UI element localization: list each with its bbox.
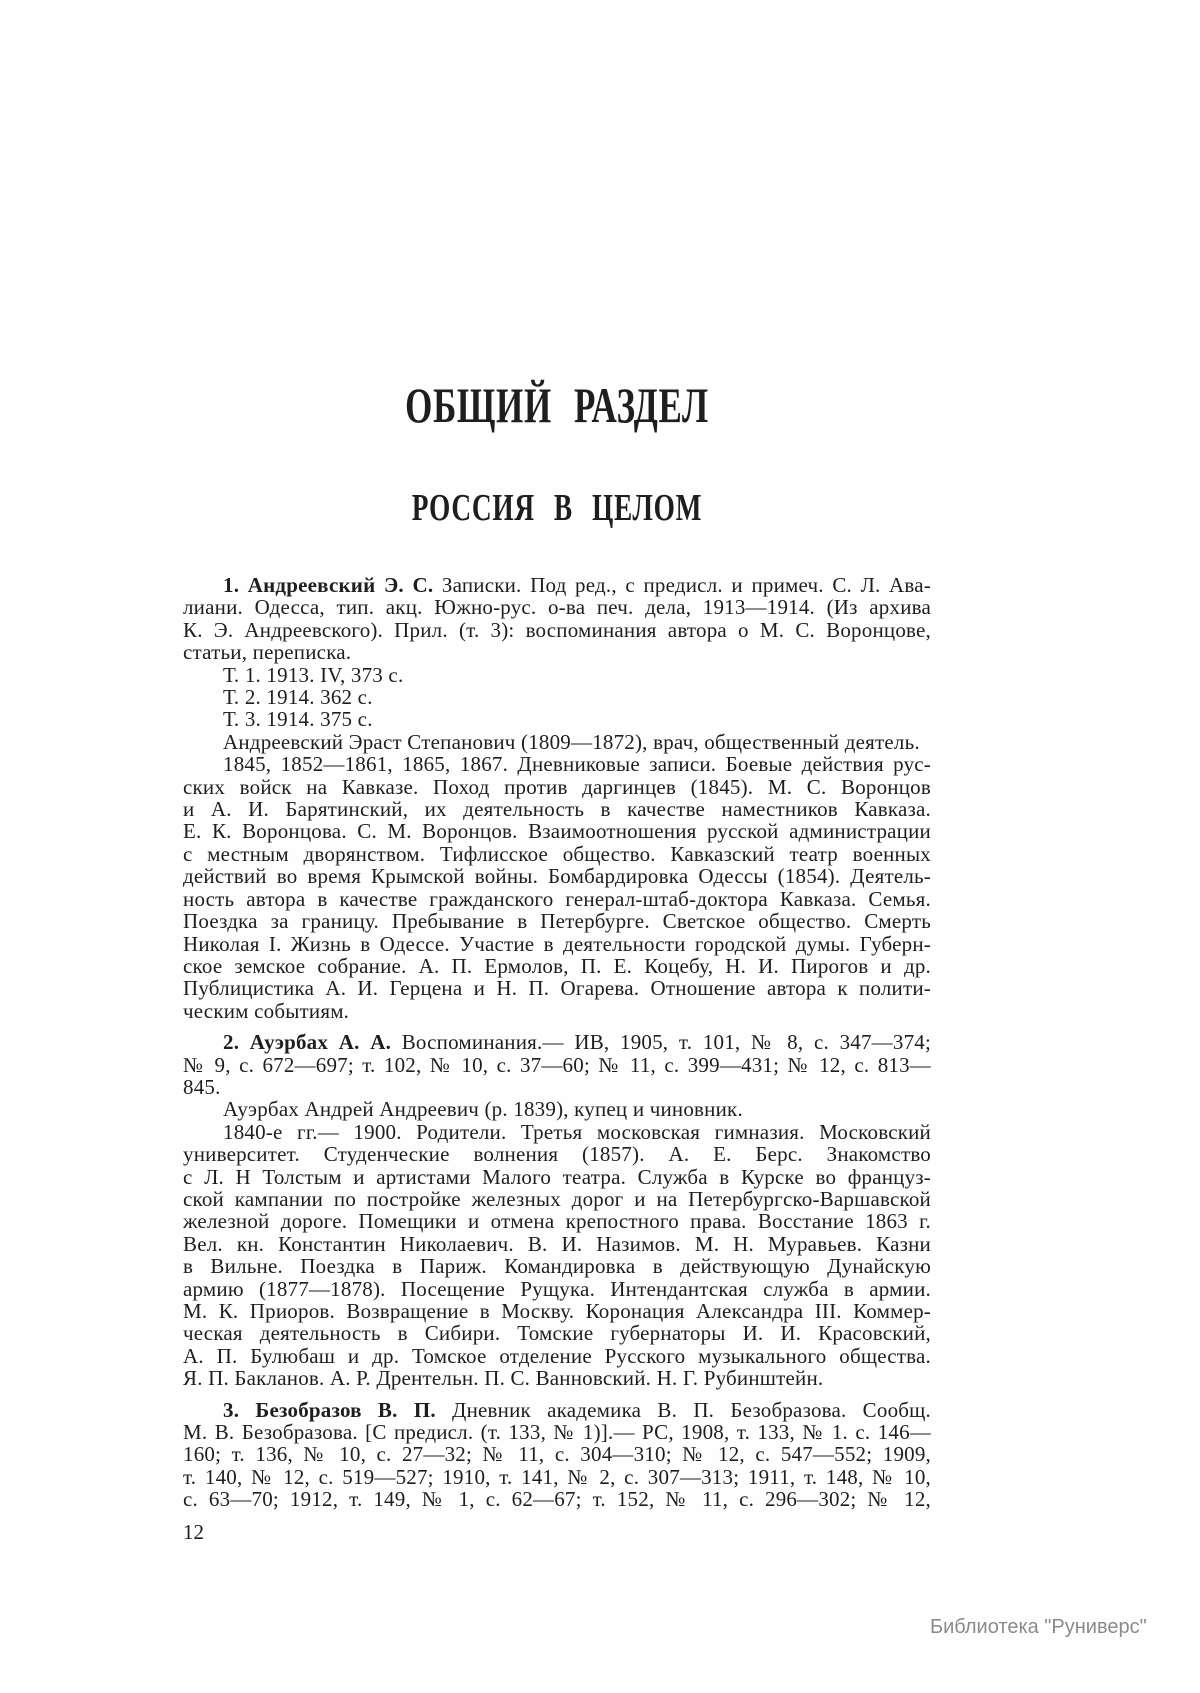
- annotation-block: [183, 753, 931, 1022]
- text-line: ческим событиям.: [183, 998, 350, 1023]
- text-line: с. 63—70; 1912, т. 149, № 1, с. 62—67; т. 152, № 11, с. 296—302; № 12,: [183, 1487, 931, 1512]
- entry-block: [183, 1031, 931, 1098]
- text-column: [183, 0, 931, 1545]
- entry-block: [183, 1399, 931, 1511]
- entry-number-author: 1. Андреевский Э. С.: [223, 573, 434, 597]
- text-line: А. П. Булюбаш и др. Томское отделение Русского музыкального общества.: [183, 1343, 931, 1368]
- text-line: с местным дворянством. Тифлисское общество. Кавказский театр военных: [183, 841, 931, 866]
- text-line: Публицистика А. И. Герцена и Н. П. Огарева. Отношение автора к полити-: [183, 976, 931, 1001]
- text-line: 3. Безобразов В. П. Дневник академика В. П. Безобразова. Сообщ.: [223, 1397, 931, 1422]
- text-line: 1. Андреевский Э. С. Записки. Под ред., с предисл. и примеч. С. Л. Ава-: [223, 573, 931, 597]
- text-line: с Л. Н Толстым и артистами Малого театра. Служба в Курске во француз-: [183, 1164, 931, 1189]
- text-line: армию (1877—1878). Посещение Рущука. Интендантская служба в армии.: [183, 1276, 931, 1301]
- text-line: Николая I. Жизнь в Одессе. Участие в деятельности городской думы. Губерн-: [183, 931, 931, 956]
- text-line: т. 140, № 12, с. 519—527; 1910, т. 141, № 2, с. 307—313; 1911, т. 148, № 10,: [183, 1464, 931, 1489]
- text-line: ское земское собрание. А. П. Ермолов, П. Е. Коцебу, Н. И. Пирогов и др.: [183, 953, 931, 978]
- text-line: 2. Ауэрбах А. А. Воспоминания.— ИВ, 1905, т. 101, № 8, с. 347—374;: [223, 1030, 932, 1055]
- text-line: Вел. кн. Константин Николаевич. В. И. Назимов. М. Н. Муравьев. Казни: [183, 1231, 931, 1256]
- text-line: К. Э. Андреевского). Прил. (т. 3): воспоминания автора о М. С. Воронцове,: [183, 617, 931, 642]
- text-line: в Вильне. Поездка в Париж. Командировка в действующую Дунайскую: [183, 1254, 931, 1279]
- text-line: Т. 3. 1914. 375 с.: [223, 707, 373, 732]
- text-line: Я. П. Бакланов. А. Р. Дрентельн. П. С. Ванновский. Н. Г. Рубинштейн.: [183, 1366, 824, 1391]
- text-line: лиани. Одесса, тип. акц. Южно-рус. о-ва печ. дела, 1913—1914. (Из архива: [183, 595, 931, 620]
- text-line: Е. К. Воронцова. С. М. Воронцов. Взаимоотношения русской администрации: [183, 819, 931, 844]
- text-line: ность автора в качестве гражданского генерал-штаб-доктора Кавказа. Семья.: [183, 886, 931, 911]
- text-line: 1845, 1852—1861, 1865, 1867. Дневниковые записи. Боевые действия рус-: [223, 752, 931, 777]
- library-watermark: Библиотека "Руниверс": [930, 1616, 1147, 1638]
- text-line: железной дороге. Помещики и отмена крепостного права. Восстание 1863 г.: [183, 1209, 931, 1234]
- subsection-heading: РОССИЯ В ЦЕЛОМ: [411, 487, 703, 529]
- text-line: Т. 2. 1914. 362 с.: [223, 685, 373, 710]
- text-line: статьи, переписка.: [183, 640, 352, 665]
- annotation-block: [183, 1121, 931, 1390]
- annotation-block: [183, 1098, 931, 1120]
- text-line: № 9, с. 672—697; т. 102, № 10, с. 37—60; № 11, с. 399—431; № 12, с. 813—: [183, 1052, 931, 1077]
- entry-number-author: 3. Безобразов В. П.: [223, 1397, 436, 1422]
- text-line: университет. Студенческие волнения (1857). А. Е. Берс. Знакомство: [183, 1142, 931, 1167]
- text-line: действий во время Крымской войны. Бомбардировка Одессы (1854). Деятель-: [183, 864, 931, 889]
- entry-block: [183, 574, 931, 664]
- text-line: Андреевский Эраст Степанович (1809—1872), врач, общественный деятель.: [223, 729, 920, 754]
- text-line: ческая деятельность в Сибири. Томские губернаторы И. И. Красовский,: [183, 1321, 931, 1346]
- text-line: М. В. Безобразова. [С предисл. (т. 133, № 1)].— РС, 1908, т. 133, № 1. с. 146—: [183, 1420, 931, 1445]
- annotation-block: [183, 731, 931, 753]
- text-line: ских войск на Кавказе. Поход против даргинцев (1845). М. С. Воронцов: [183, 774, 931, 799]
- text-line: Ауэрбах Андрей Андреевич (р. 1839), купец и чиновник.: [223, 1097, 743, 1122]
- section-heading: ОБЩИЙ РАЗДЕЛ: [405, 377, 709, 433]
- text-line: и А. И. Барятинский, их деятельность в качестве наместников Кавказа.: [183, 797, 931, 822]
- text-line: ской кампании по постройке железных дорог и на Петербургско-Варшавской: [183, 1186, 931, 1211]
- page-number: 12: [183, 1519, 204, 1544]
- entry-number-author: 2. Ауэрбах А. А.: [223, 1030, 392, 1055]
- text-line: Поездка за границу. Пребывание в Петербурге. Светское общество. Смерть: [183, 909, 931, 934]
- text-line: М. К. Приоров. Возвращение в Москву. Коронация Александра III. Коммер-: [183, 1299, 931, 1323]
- text-body: [183, 574, 931, 1511]
- text-line: 1840-е гг.— 1900. Родители. Третья московская гимназия. Московский: [223, 1119, 931, 1144]
- text-line: 845.: [183, 1074, 221, 1099]
- text-line: 160; т. 136, № 10, с. 27—32; № 11, с. 304—310; № 12, с. 547—552; 1909,: [183, 1442, 931, 1467]
- text-line: Т. 1. 1913. IV, 373 с.: [223, 662, 404, 687]
- volumes-block: [183, 664, 931, 731]
